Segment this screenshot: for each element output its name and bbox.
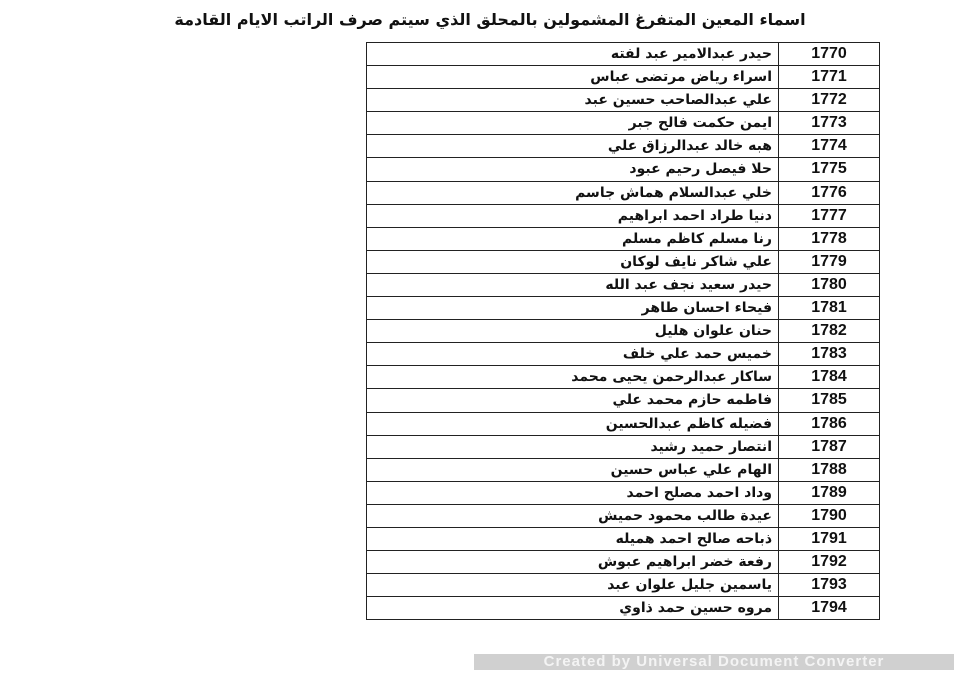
table-row xyxy=(367,251,879,274)
number-cell: 1788 xyxy=(811,460,847,478)
table-row xyxy=(367,482,879,505)
number-cell: 1785 xyxy=(811,391,847,409)
number-cell: 1791 xyxy=(811,529,847,547)
number-cell: 1775 xyxy=(811,160,847,178)
number-cell: 1793 xyxy=(811,576,847,594)
name-cell: خميس حمد علي خلف xyxy=(367,343,779,365)
table-row xyxy=(367,505,879,528)
page-title: اسماء المعين المتفرغ المشمولين بالمحلق الذي سيتم صرف الراتب الايام القادمة xyxy=(174,10,806,29)
table-row xyxy=(367,413,879,436)
name-cell: فيحاء احسان طاهر xyxy=(367,297,779,319)
number-cell: 1783 xyxy=(811,345,847,363)
table-row xyxy=(367,43,879,66)
table-row xyxy=(367,459,879,482)
name-cell: حلا فيصل رحيم عبود xyxy=(367,158,779,180)
table-row xyxy=(367,228,879,251)
table-row xyxy=(367,89,879,112)
name-cell: ياسمين جليل علوان عبد xyxy=(367,574,779,596)
name-cell: دنيا طراد احمد ابراهيم xyxy=(367,205,779,227)
name-cell: علي عبدالصاحب حسين عبد xyxy=(367,89,779,111)
name-cell: مروه حسين حمد ذاوي xyxy=(367,597,779,619)
name-cell: هبه خالد عبدالرزاق علي xyxy=(367,135,779,157)
table-row xyxy=(367,343,879,366)
number-cell: 1781 xyxy=(811,299,847,317)
watermark: Created by Universal Document Converter xyxy=(474,654,954,670)
table-row xyxy=(367,528,879,551)
table-row xyxy=(367,205,879,228)
number-cell: 1778 xyxy=(811,229,847,247)
number-cell: 1790 xyxy=(811,506,847,524)
table-row xyxy=(367,297,879,320)
name-cell: الهام علي عباس حسين xyxy=(367,459,779,481)
number-cell: 1770 xyxy=(811,45,847,62)
name-cell: حيدر سعيد نجف عبد الله xyxy=(367,274,779,296)
name-cell: انتصار حميد رشيد xyxy=(367,436,779,458)
number-cell: 1794 xyxy=(811,599,847,617)
table-row xyxy=(367,389,879,412)
name-cell: اسراء رياض مرتضى عباس xyxy=(367,66,779,88)
number-cell: 1774 xyxy=(811,137,847,155)
name-cell: وداد احمد مصلح احمد xyxy=(367,482,779,504)
name-cell: حيدر عبدالامير عبد لفته xyxy=(367,43,779,65)
names-table xyxy=(366,42,880,620)
table-row xyxy=(367,366,879,389)
table-row xyxy=(367,135,879,158)
table-row xyxy=(367,320,879,343)
number-cell: 1771 xyxy=(811,68,847,86)
table-row xyxy=(367,158,879,181)
name-cell: حنان علوان هليل xyxy=(367,320,779,342)
number-cell: 1777 xyxy=(811,206,847,224)
number-cell: 1782 xyxy=(811,322,847,340)
name-cell: ذباحه صالح احمد هميله xyxy=(367,528,779,550)
table-row xyxy=(367,66,879,89)
number-cell: 1776 xyxy=(811,183,847,201)
name-cell: ايمن حكمت فالح جبر xyxy=(367,112,779,134)
number-cell: 1780 xyxy=(811,275,847,293)
table-row xyxy=(367,574,879,597)
name-cell: رنا مسلم كاظم مسلم xyxy=(367,228,779,250)
name-cell: فضيله كاظم عبدالحسين xyxy=(367,413,779,435)
table-row xyxy=(367,112,879,135)
name-cell: علي شاكر نايف لوكان xyxy=(367,251,779,273)
name-cell: رفعة خضر ابراهيم عبوش xyxy=(367,551,779,573)
table-row xyxy=(367,436,879,459)
number-cell: 1792 xyxy=(811,553,847,571)
number-cell: 1779 xyxy=(811,252,847,270)
table-row xyxy=(367,182,879,205)
number-cell: 1787 xyxy=(811,437,847,455)
number-cell: 1773 xyxy=(811,114,847,132)
name-cell: عيدة طالب محمود حميش xyxy=(367,505,779,527)
number-cell: 1786 xyxy=(811,414,847,432)
name-cell: ساكار عبدالرحمن يحيى محمد xyxy=(367,366,779,388)
number-cell: 1784 xyxy=(811,368,847,386)
number-cell: 1789 xyxy=(811,483,847,501)
number-cell: 1772 xyxy=(811,91,847,109)
table-row xyxy=(367,274,879,297)
table-row xyxy=(367,597,879,620)
table-row xyxy=(367,551,879,574)
name-cell: خلي عبدالسلام هماش جاسم xyxy=(367,182,779,204)
name-cell: فاطمه حازم محمد علي xyxy=(367,389,779,411)
